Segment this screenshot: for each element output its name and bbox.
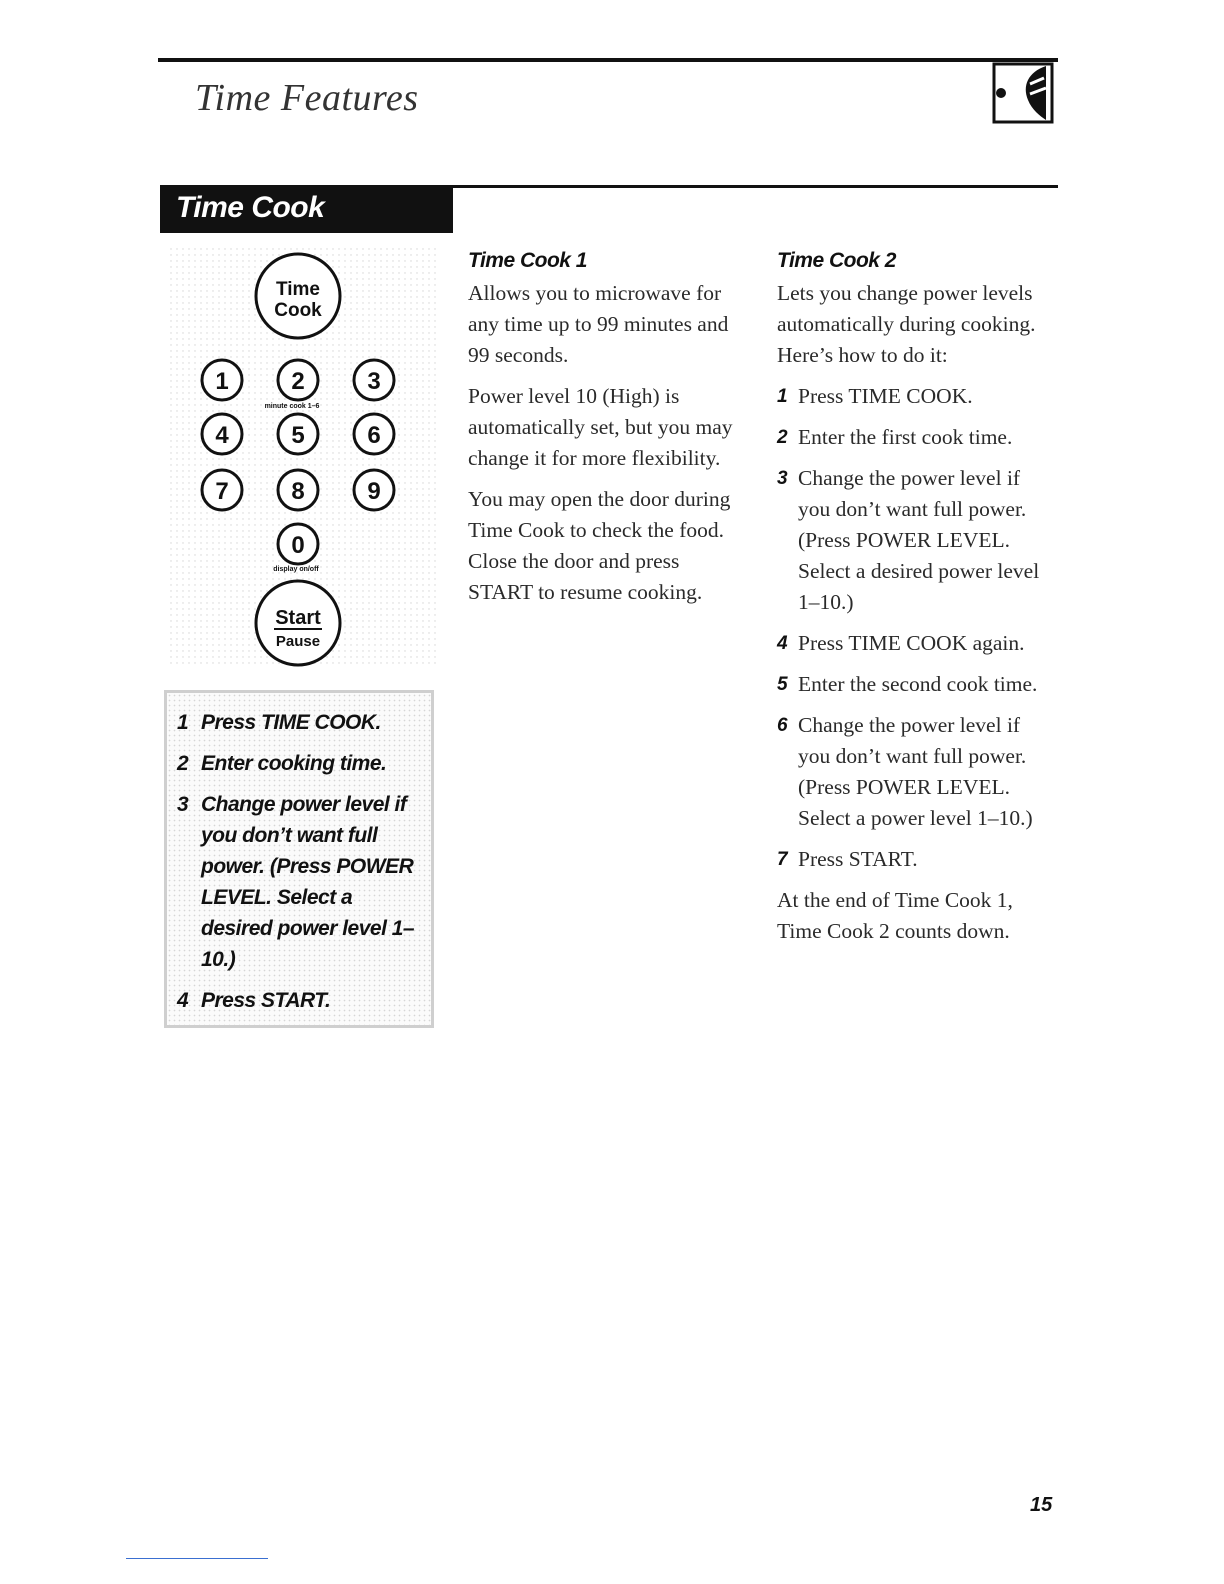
list-item (177, 985, 419, 1016)
step-number: 3 (177, 793, 189, 816)
time-cook-2-section (777, 245, 1052, 957)
step-text: Change the power level if you don’t want full power. (Press POWER LEVEL. Select a power level 1–10.) (798, 713, 1033, 830)
number-key-1 (202, 360, 242, 400)
list-item (177, 748, 419, 779)
step-number: 3 (777, 468, 788, 489)
number-key-7-label: 7 (215, 478, 229, 505)
minute-cook-caption: minute cook 1–6 (264, 403, 320, 410)
display-onoff-caption: display on/off (273, 566, 319, 573)
start-key-line1: Start (275, 607, 321, 629)
number-key-3-label: 3 (367, 368, 381, 395)
step-text: Enter the first cook time. (798, 425, 1013, 449)
number-key-0-label: 0 (291, 532, 305, 559)
time-cook-2-intro: Lets you change power levels automatically during cooking. Here’s how to do it: (777, 281, 1036, 367)
step-number: 7 (777, 849, 788, 870)
number-key-4 (202, 414, 242, 454)
brand-logo-icon (990, 60, 1056, 124)
time-cook-1-section (468, 245, 743, 618)
header-rule (158, 58, 1058, 62)
step-number: 5 (777, 674, 788, 695)
step-number: 4 (177, 989, 189, 1012)
step-number: 2 (777, 427, 788, 448)
section-heading: Time Cook (160, 185, 453, 233)
time-cook-key-line2: Cook (274, 300, 322, 321)
number-key-6 (354, 414, 394, 454)
step-text: Press TIME COOK again. (798, 631, 1025, 655)
time-cook-key-line1: Time (275, 279, 321, 300)
step-number: 6 (777, 715, 788, 736)
list-item (777, 628, 1052, 659)
footer-rule (126, 1558, 268, 1559)
page-title: Time Features (195, 77, 419, 119)
keypad-illustration (170, 248, 440, 668)
start-key-line2: Pause (275, 633, 321, 650)
number-key-1-label: 1 (215, 368, 229, 395)
number-key-7 (202, 470, 242, 510)
list-item (777, 844, 1052, 875)
step-number: 2 (177, 752, 189, 775)
list-item (177, 707, 419, 738)
step-number: 1 (177, 711, 189, 734)
list-item (777, 463, 1052, 618)
number-key-2-label: 2 (291, 368, 305, 395)
number-key-2 (278, 360, 318, 400)
time-cook-2-closing: At the end of Time Cook 1, Time Cook 2 counts down. (777, 888, 1013, 943)
list-item (777, 710, 1052, 834)
step-text: Press TIME COOK. (798, 384, 973, 408)
number-key-0 (278, 524, 318, 564)
step-text: Enter cooking time. (201, 752, 387, 775)
step-text: Press START. (798, 847, 918, 871)
page-number: 15 (1030, 1494, 1053, 1516)
list-item (777, 669, 1052, 700)
time-cook-2-heading: Time Cook 2 (777, 249, 896, 272)
steps-summary-list (167, 693, 431, 1016)
number-key-3 (354, 360, 394, 400)
number-key-8-label: 8 (291, 478, 305, 505)
step-text: Change power level if you don’t want full power. (Press POWER LEVEL. Select a desired power level 1–10.) (201, 793, 415, 971)
time-cook-1-paragraph: Allows you to microwave for any time up to 99 minutes and 99 seconds. (468, 281, 729, 367)
step-number: 1 (777, 386, 788, 407)
number-key-9-label: 9 (367, 478, 381, 505)
time-cook-key (256, 254, 340, 338)
time-cook-1-heading: Time Cook 1 (468, 249, 587, 272)
start-pause-key (256, 581, 340, 665)
step-text: Press START. (201, 989, 331, 1012)
step-number: 4 (777, 633, 788, 654)
time-cook-1-paragraph: You may open the door during Time Cook to check the food. Close the door and press START to resume cooking. (468, 487, 731, 604)
list-item (777, 422, 1052, 453)
list-item (777, 381, 1052, 412)
section-rule (453, 185, 1058, 188)
step-text: Enter the second cook time. (798, 672, 1038, 696)
step-text: Press TIME COOK. (201, 711, 381, 734)
time-cook-2-steps (777, 381, 1052, 875)
number-key-5-label: 5 (291, 422, 305, 449)
number-key-5 (278, 414, 318, 454)
time-cook-1-paragraph: Power level 10 (High) is automatically set, but you may change it for more flexibility. (468, 384, 733, 470)
number-key-8 (278, 470, 318, 510)
number-key-6-label: 6 (367, 422, 381, 449)
steps-summary-box (164, 690, 434, 1028)
step-text: Change the power level if you don’t want full power. (Press POWER LEVEL. Select a desired power level 1–10.) (798, 466, 1040, 614)
number-key-4-label: 4 (215, 422, 229, 449)
number-key-9 (354, 470, 394, 510)
list-item (177, 789, 419, 975)
